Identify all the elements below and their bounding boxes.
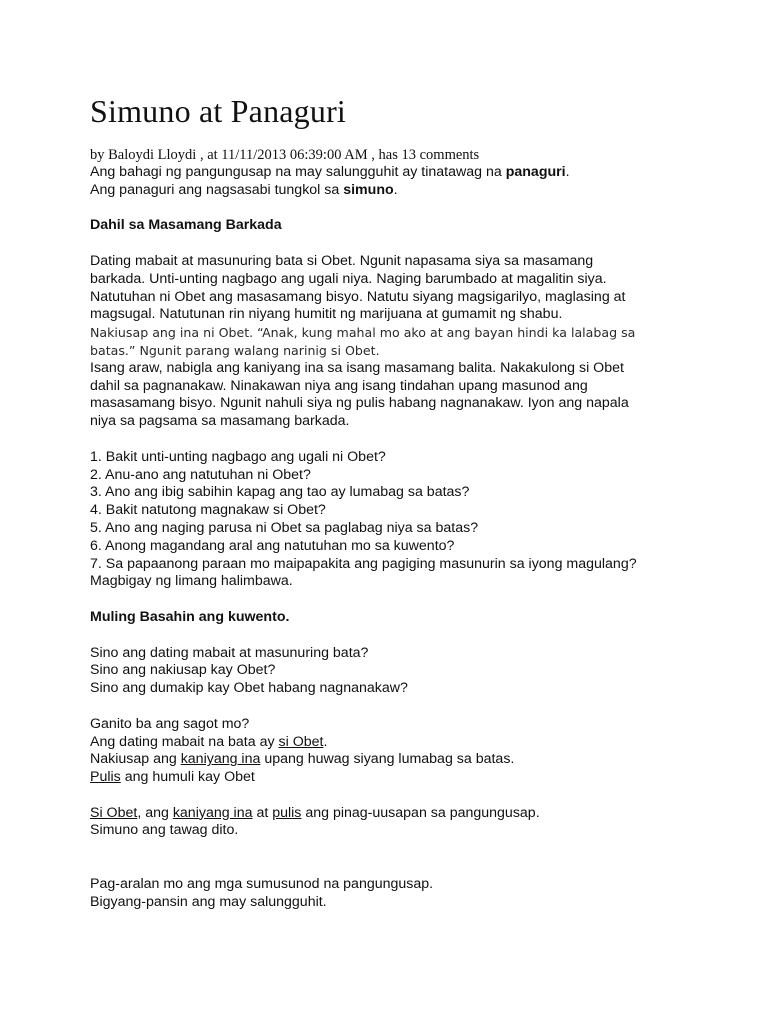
question-item: Magbigay ng limang halimbawa.	[90, 573, 293, 590]
story-quote-line: Nakiusap ang ina ni Obet. “Anak, kung mahal mo ako at ang bayan hindi ka lalabag sa	[90, 325, 636, 341]
story-line: magsugal. Natutunan rin niyang humitit ng marijuana at gumamit ng shabu.	[90, 306, 563, 323]
closing-line: Pag-aralan mo ang mga sumusunod na pangungusap.	[90, 875, 434, 892]
question-item: 3. Ano ang ibig sabihin kapag ang tao ay lumabag sa batas?	[90, 484, 470, 501]
story-quote-line: batas.” Ngunit parang walang narinig si Obet.	[90, 342, 380, 358]
question-item: 4. Bakit natutong magnakaw si Obet?	[90, 502, 326, 519]
underlined-subject: si Obet	[278, 733, 324, 750]
story-line: masasamang bisyo. Ngunit nahuli siya ng pulis habang nagnanakaw. Iyon ang napala	[90, 395, 629, 412]
keyword-panaguri: panaguri	[505, 164, 566, 180]
document-body	[90, 164, 690, 911]
answer-line: Pulis ang humuli kay Obet	[90, 769, 255, 786]
answer-line: Ganito ba ang sagot mo?	[90, 715, 250, 732]
question-item: 7. Sa papaanong paraan mo maipapakita ang pagiging masunurin sa iyong magulang?	[90, 555, 637, 572]
underlined-subject: Pulis	[90, 769, 121, 786]
question-item: 1. Bakit unti-unting nagbago ang ugali ni Obet?	[90, 448, 386, 465]
story-line: barkada. Unti-unting nagbago ang ugali niya. Naging barumbado at magalitin siya.	[90, 270, 607, 287]
underlined-subject: Si Obet	[90, 804, 138, 821]
reread-question: Sino ang dating mabait at masunuring bata?	[90, 644, 369, 661]
intro-line: Ang panaguri ang nagsasabi tungkol sa simuno.	[90, 181, 398, 198]
summary-line: Si Obet, ang kaniyang ina at pulis ang pinag-uusapan sa pangungusap.	[90, 804, 540, 821]
story-line: Dating mabait at masunuring bata si Obet. Ngunit napasama siya sa masamang	[90, 252, 594, 269]
story-line: Isang araw, nabigla ang kaniyang ina sa isang masamang balita. Nakakulong si Obet	[90, 359, 624, 376]
story-line: Natutuhan ni Obet ang masasamang bisyo. Natutu siyang magsigarilyo, maglasing at	[90, 288, 626, 305]
reread-heading: Muling Basahin ang kuwento.	[90, 608, 290, 625]
story-line: niya sa pagsama sa masamang barkada.	[90, 413, 350, 430]
underlined-subject: kaniyang ina	[180, 751, 261, 768]
keyword-simuno: simuno	[343, 181, 394, 198]
story-line: dahil sa pagnanakaw. Ninakawan niya ang isang tindahan upang masunod ang	[90, 377, 588, 394]
question-item: 2. Anu-ano ang natutuhan ni Obet?	[90, 466, 311, 483]
intro-line: Ang bahagi ng pangungusap na may salungguhit ay tinatawag na panaguri.	[90, 164, 570, 180]
reread-question: Sino ang dumakip kay Obet habang nagnanakaw?	[90, 680, 408, 697]
story-heading: Dahil sa Masamang Barkada	[90, 217, 282, 234]
answer-line: Nakiusap ang kaniyang ina upang huwag siyang lumabag sa batas.	[90, 751, 515, 768]
summary-line: Simuno ang tawag dito.	[90, 822, 239, 839]
answer-line: Ang dating mabait na bata ay si Obet.	[90, 733, 328, 750]
page-title: Simuno at Panaguri	[90, 93, 347, 129]
reread-question: Sino ang nakiusap kay Obet?	[90, 662, 276, 679]
post-byline: by Baloydi Lloydi , at 11/11/2013 06:39:00 AM , has 13 comments	[90, 147, 480, 163]
underlined-subject: pulis	[272, 804, 302, 821]
question-item: 6. Anong magandang aral ang natutuhan mo sa kuwento?	[90, 537, 455, 554]
closing-line: Bigyang-pansin ang may salungguhit.	[90, 893, 327, 910]
underlined-subject: kaniyang ina	[172, 804, 253, 821]
question-item: 5. Ano ang naging parusa ni Obet sa paglabag niya sa batas?	[90, 519, 479, 536]
